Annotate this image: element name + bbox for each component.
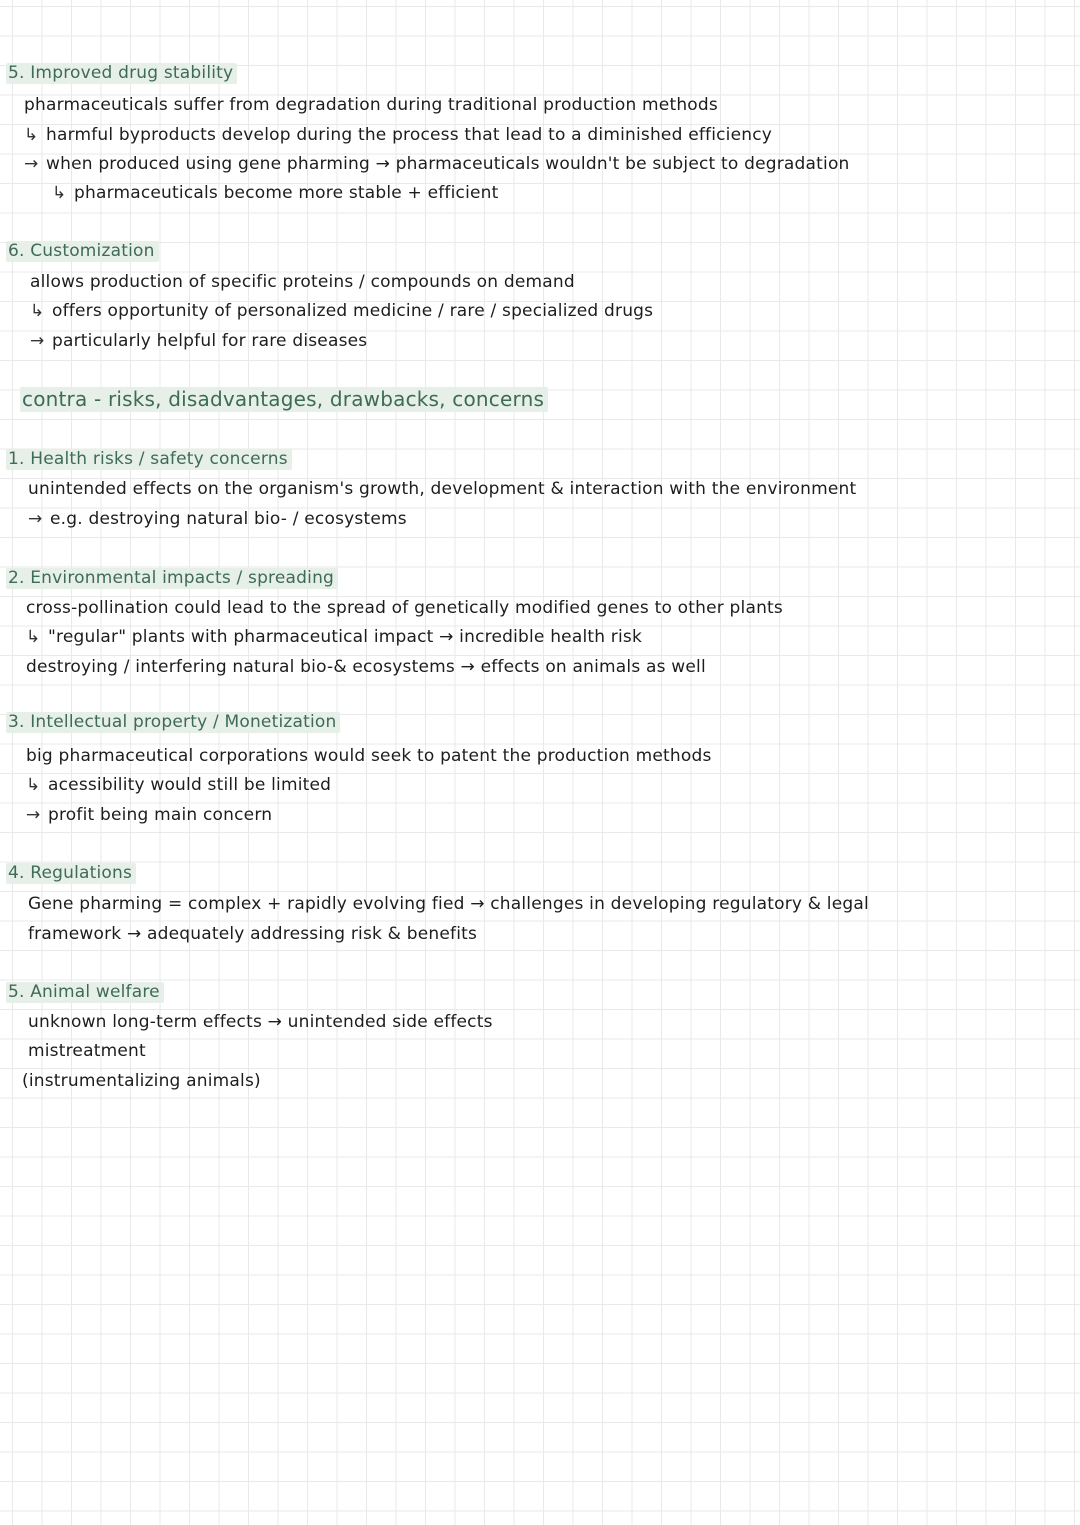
section-heading-health-risks: 1. Health risks / safety concerns: [6, 448, 292, 470]
section-heading-ip: 3. Intellectual property / Monetization: [6, 711, 340, 733]
note-line: allows production of specific proteins / compounds on demand: [30, 272, 575, 292]
note-line: mistreatment: [28, 1041, 146, 1061]
note-line: → profit being main concern: [26, 805, 273, 825]
hook-arrow-icon: ↳: [26, 627, 41, 647]
note-line: Gene pharming = complex + rapidly evolving fied → challenges in developing regulatory & legal: [28, 894, 869, 914]
hook-arrow-icon: ↳: [52, 183, 67, 203]
right-arrow-icon: →: [30, 331, 45, 351]
section-heading-animal-welfare: 5. Animal welfare: [6, 981, 164, 1003]
note-line: → when produced using gene pharming → pharmaceuticals wouldn't be subject to degradation: [24, 154, 850, 174]
contra-title: contra - risks, disadvantages, drawbacks, concerns: [20, 386, 548, 412]
note-line: → particularly helpful for rare diseases: [30, 331, 368, 351]
right-arrow-icon: →: [26, 805, 41, 825]
right-arrow-icon: →: [28, 509, 43, 529]
note-line: ↳ harmful byproducts develop during the process that lead to a diminished efficiency: [24, 125, 773, 145]
section-heading-drug-stability: 5. Improved drug stability: [6, 62, 237, 84]
note-line: ↳ pharmaceuticals become more stable + efficient: [52, 183, 499, 203]
hook-arrow-icon: ↳: [24, 125, 39, 145]
note-line: ↳ acessibility would still be limited: [26, 775, 332, 795]
note-line: unknown long-term effects → unintended side effects: [28, 1012, 493, 1032]
section-heading-regulations: 4. Regulations: [6, 862, 136, 884]
note-line: (instrumentalizing animals): [22, 1071, 261, 1091]
note-line: unintended effects on the organism's growth, development & interaction with the environment: [28, 479, 857, 499]
note-line: big pharmaceutical corporations would seek to patent the production methods: [26, 746, 712, 766]
note-line: ↳ "regular" plants with pharmaceutical impact → incredible health risk: [26, 627, 643, 647]
note-line: destroying / interfering natural bio-& ecosystems → effects on animals as well: [26, 657, 706, 677]
note-line: ↳ offers opportunity of personalized medicine / rare / specialized drugs: [30, 301, 654, 321]
section-heading-customization: 6. Customization: [6, 240, 159, 262]
note-line: cross-pollination could lead to the spread of genetically modified genes to other plants: [26, 598, 783, 618]
note-line: framework → adequately addressing risk & benefits: [28, 924, 478, 944]
right-arrow-icon: →: [24, 154, 39, 174]
note-line: pharmaceuticals suffer from degradation during traditional production methods: [24, 95, 718, 115]
note-line: → e.g. destroying natural bio- / ecosystems: [28, 509, 407, 529]
section-heading-environmental: 2. Environmental impacts / spreading: [6, 567, 338, 589]
hook-arrow-icon: ↳: [30, 301, 45, 321]
hook-arrow-icon: ↳: [26, 775, 41, 795]
